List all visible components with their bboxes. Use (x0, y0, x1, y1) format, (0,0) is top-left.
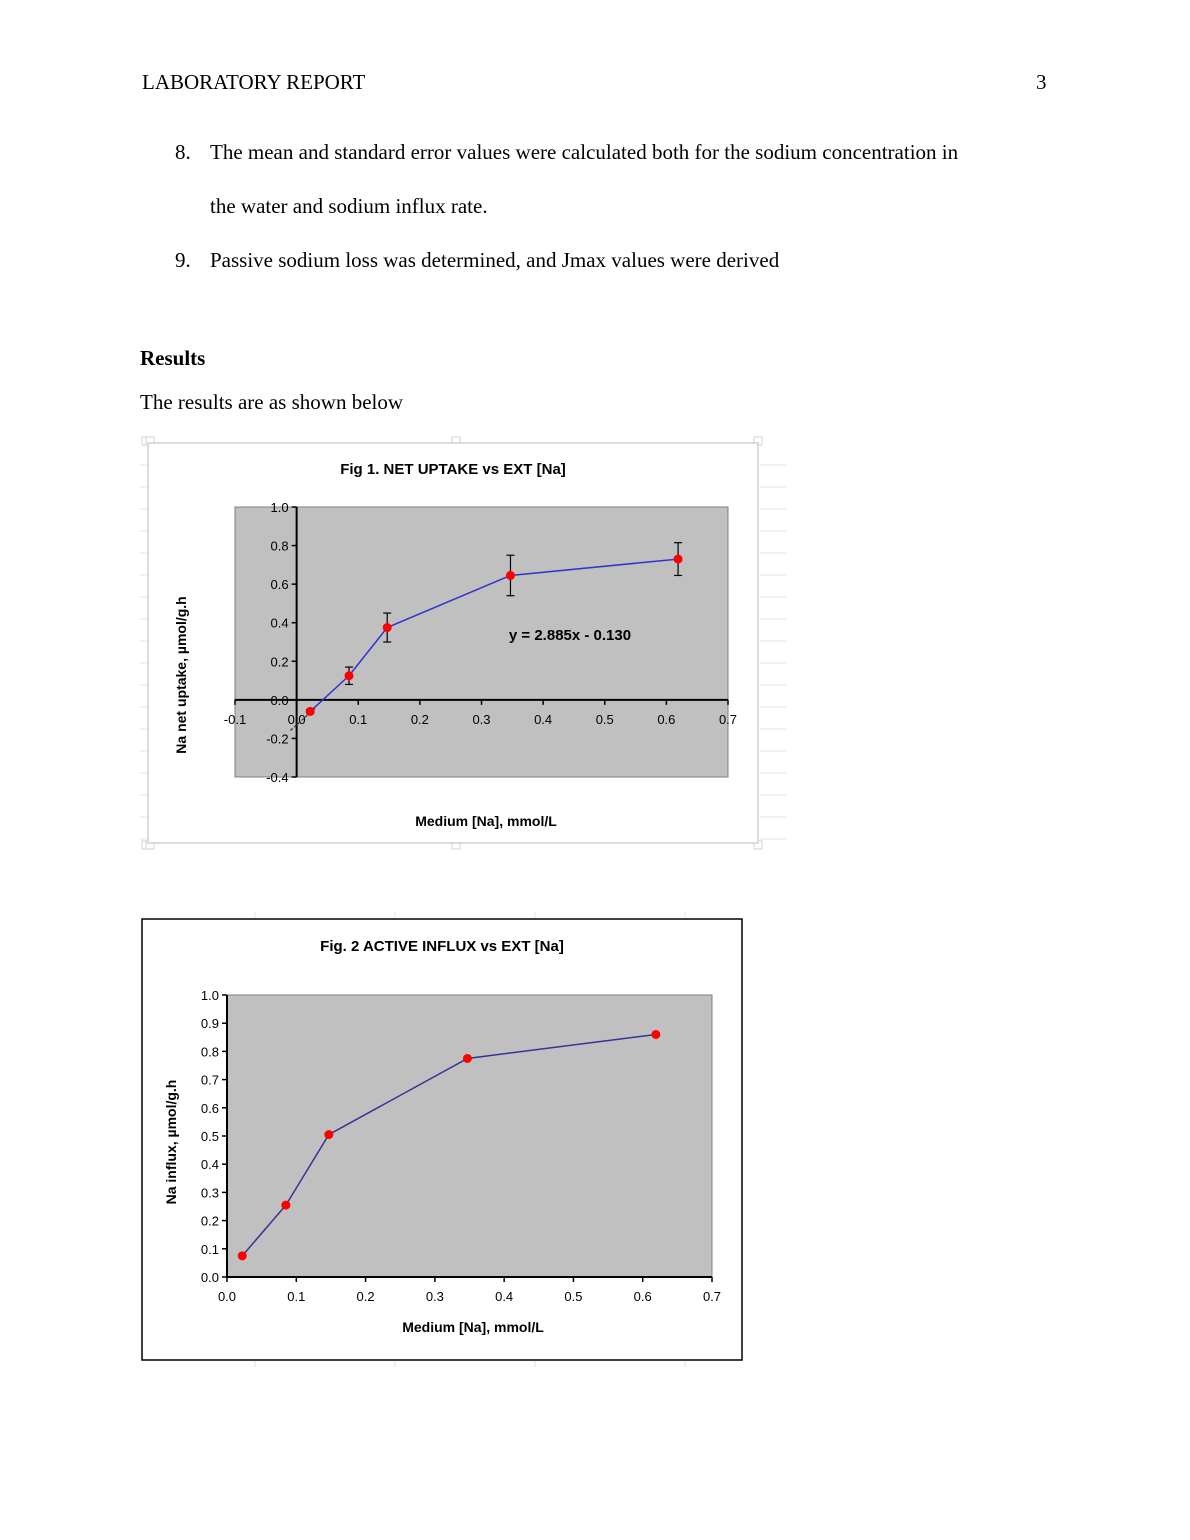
list-item-text: The mean and standard error values were calculated both for the sodium concentration in (210, 140, 959, 164)
data-point (383, 623, 392, 632)
x-axis-label: Medium [Na], mmol/L (415, 813, 557, 829)
y-tick-label: 0.0 (200, 1270, 219, 1285)
y-axis-label: Na influx, µmol/g.h (163, 1079, 179, 1205)
y-tick-label: 1.0 (200, 988, 219, 1003)
y-tick-label: -0.2 (266, 731, 289, 747)
list-item-number: 9. (175, 248, 191, 272)
results-heading: Results (140, 346, 206, 370)
y-tick-label: 0.9 (200, 1016, 219, 1032)
figure-1-chart[interactable] (140, 435, 790, 853)
y-tick-label: 0.7 (200, 1072, 219, 1088)
x-tick-label: 0.5 (564, 1289, 583, 1304)
x-tick-label: 0.4 (495, 1289, 514, 1304)
data-point (324, 1130, 333, 1139)
data-point (674, 555, 683, 564)
y-tick-label: 0.8 (270, 538, 289, 554)
y-tick-label: 0.6 (270, 577, 289, 593)
x-tick-label: 0.4 (534, 711, 553, 727)
y-tick-label: 0.1 (200, 1241, 219, 1257)
y-tick-label: 0.0 (270, 692, 289, 708)
y-tick-label: 0.5 (200, 1129, 219, 1144)
x-tick-label: 0.0 (217, 1289, 237, 1304)
y-tick-label: 1.0 (270, 500, 289, 515)
x-axis-label: Medium [Na], mmol/L (402, 1319, 544, 1335)
x-tick-label: 0.6 (633, 1289, 652, 1304)
data-point (345, 671, 354, 680)
list-item-text: Passive sodium loss was determined, and Jmax values were derived (210, 248, 780, 272)
y-tick-label: 0.3 (200, 1185, 219, 1201)
data-point (306, 707, 315, 716)
x-tick-label: 0.3 (425, 1289, 444, 1304)
x-tick-label: 0.1 (349, 711, 368, 727)
figure-2-chart[interactable] (140, 912, 750, 1368)
y-tick-label: 0.4 (200, 1157, 219, 1173)
x-tick-label: 0.2 (410, 711, 429, 727)
y-tick-label: 0.2 (270, 654, 289, 670)
page-number: 3 (1036, 70, 1047, 94)
x-tick-label: 0.3 (472, 711, 491, 727)
results-intro: The results are as shown below (140, 390, 404, 414)
y-tick-label: 0.2 (200, 1213, 219, 1229)
x-tick-label: 0.1 (287, 1289, 306, 1304)
data-point (238, 1251, 247, 1260)
y-tick-label: 0.4 (270, 615, 289, 631)
x-tick-label: 0.7 (702, 1289, 722, 1304)
x-tick-label: 0.2 (356, 1289, 375, 1304)
y-tick-label: 0.8 (200, 1044, 219, 1060)
list-item-text: the water and sodium influx rate. (210, 194, 488, 218)
running-header-title: LABORATORY REPORT (142, 70, 366, 94)
data-point (506, 571, 515, 580)
data-point (463, 1054, 472, 1063)
data-point (281, 1201, 290, 1210)
chart-title: Fig 1. NET UPTAKE vs EXT [Na] (340, 461, 566, 478)
x-tick-label: 0.6 (657, 711, 676, 727)
chart-title: Fig. 2 ACTIVE INFLUX vs EXT [Na] (320, 938, 564, 955)
list-item-number: 8. (175, 140, 191, 164)
x-tick-label: 0.7 (718, 711, 738, 727)
y-tick-label: -0.4 (266, 770, 289, 785)
x-tick-label: -0.1 (223, 711, 247, 727)
trendline-equation: y = 2.885x - 0.130 (508, 627, 632, 644)
plot-area (235, 507, 728, 777)
x-tick-label: 0.5 (595, 711, 614, 727)
y-tick-label: 0.6 (200, 1100, 219, 1116)
y-axis-label: Na net uptake, µmol/g.h (173, 596, 189, 754)
x-tick-label: 0.0 (287, 711, 306, 727)
data-point (651, 1030, 660, 1039)
